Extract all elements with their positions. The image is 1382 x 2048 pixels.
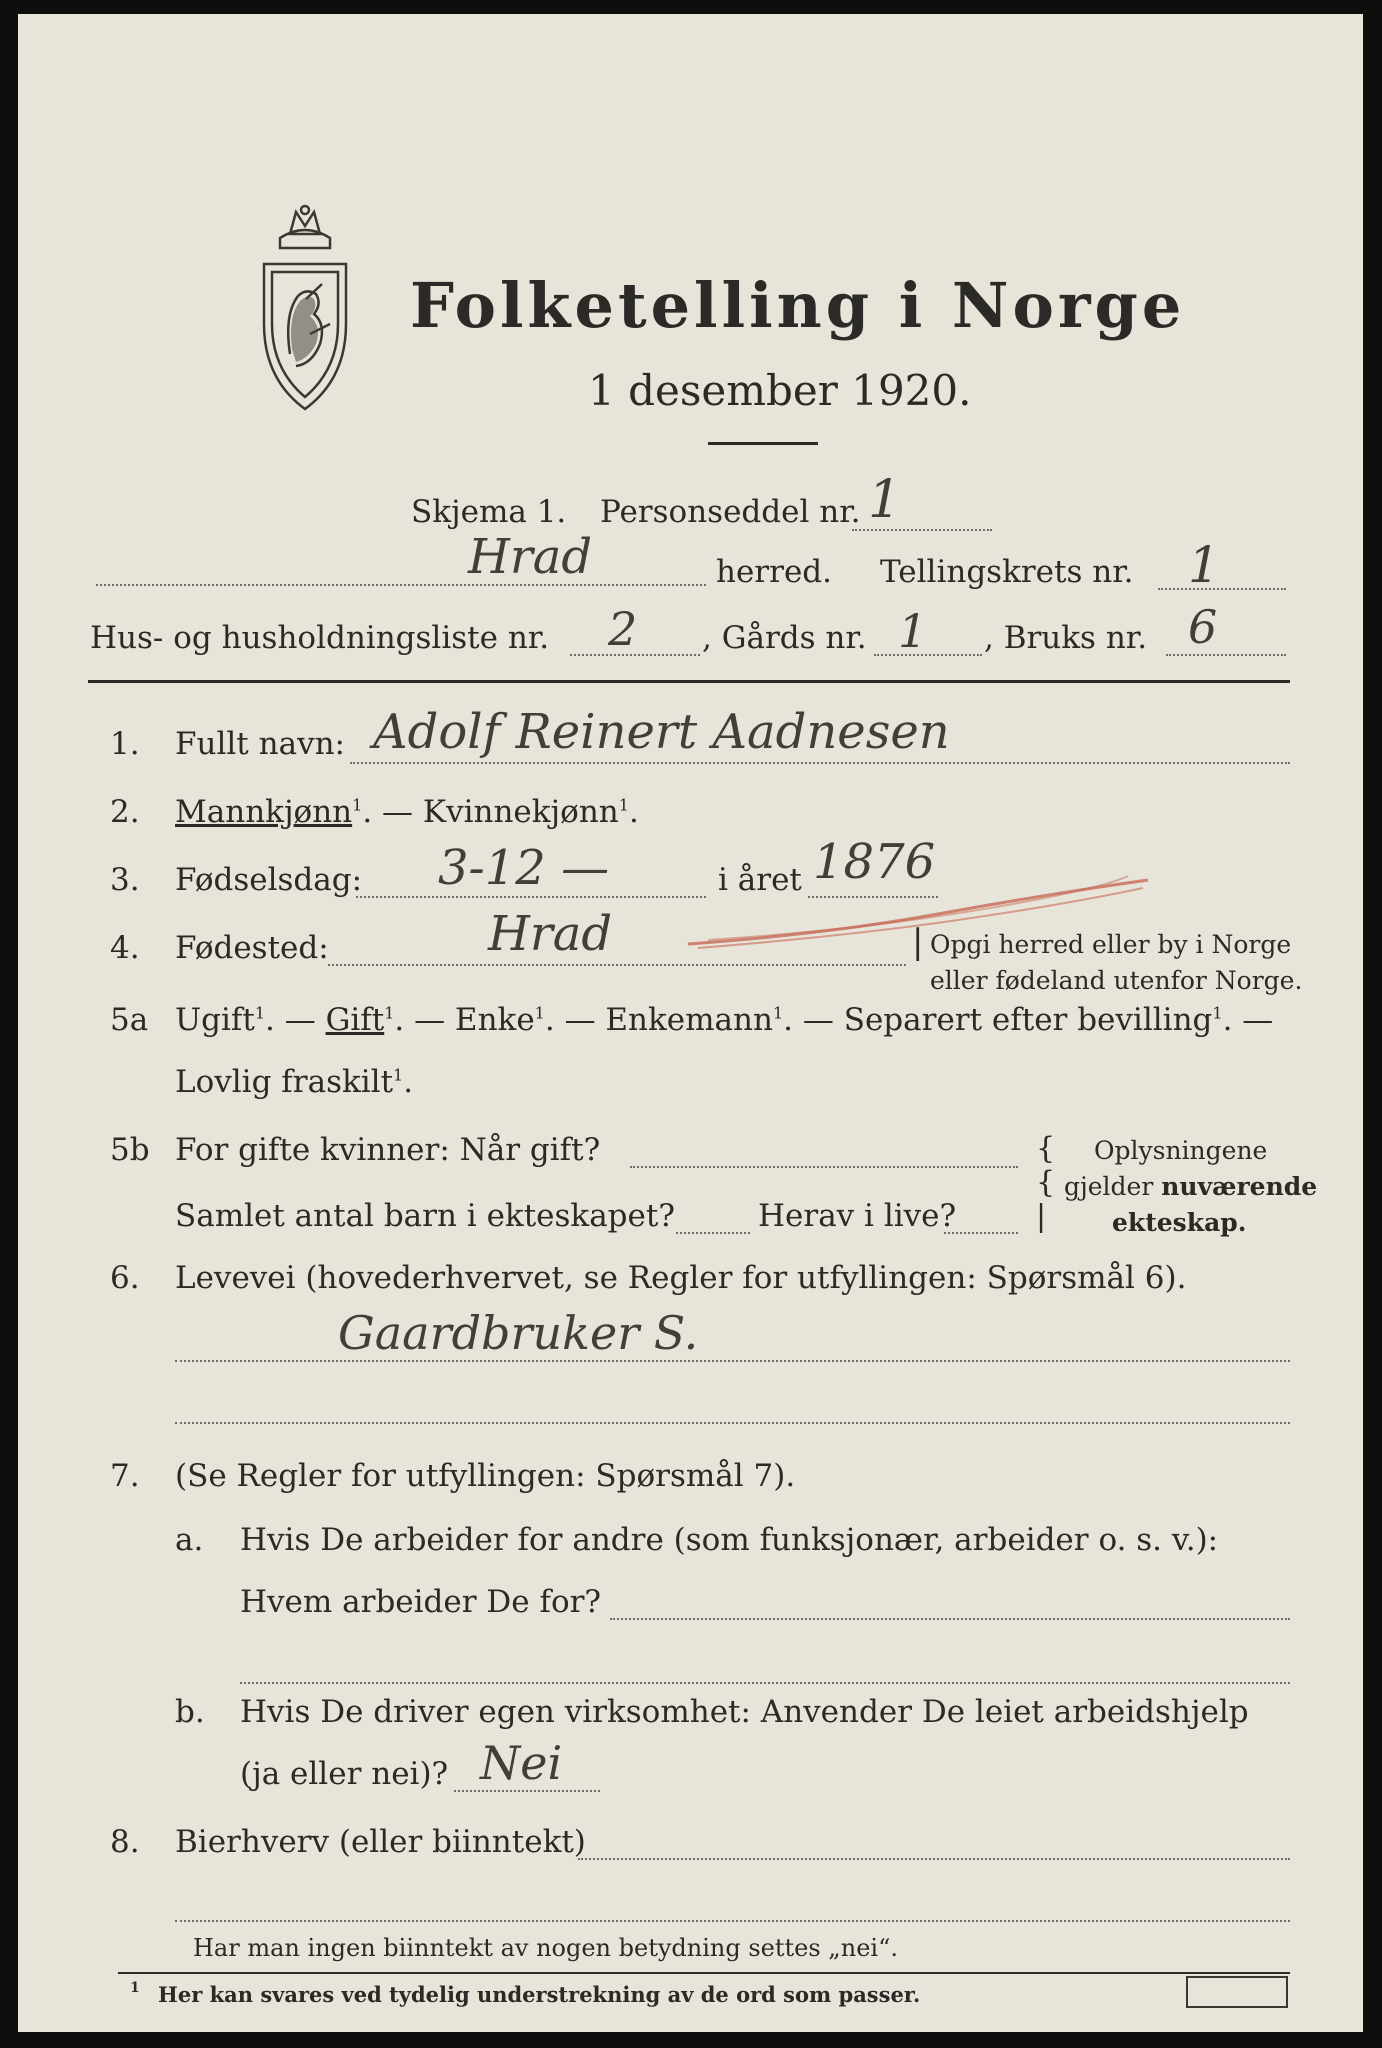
footnote-text: Her kan svares ved tydelig understrekning av de ord som passer. <box>158 1982 921 2007</box>
q2-number: 2. <box>110 794 140 830</box>
q7-number: 7. <box>110 1458 140 1494</box>
q5b-note-line-1: Oplysningene <box>1094 1136 1268 1165</box>
year-label: i året <box>718 862 802 898</box>
tellingskrets-field[interactable] <box>1158 588 1286 590</box>
q7b-letter: b. <box>175 1694 205 1730</box>
q7b-question: (ja eller nei)? <box>240 1756 449 1792</box>
gards-field[interactable] <box>874 654 982 656</box>
bruks-label: , Bruks nr. <box>984 620 1148 656</box>
q5b-note-line-3: ekteskap. <box>1112 1208 1247 1237</box>
q8-number: 8. <box>110 1824 140 1860</box>
coat-of-arms-emblem <box>250 204 360 419</box>
employer-field[interactable] <box>610 1618 1290 1620</box>
form-title: Folketelling i Norge <box>410 269 1186 342</box>
married-when-field[interactable] <box>630 1166 1018 1168</box>
gards-value: 1 <box>898 604 928 658</box>
q4-note-line-2: eller fødeland utenfor Norge. <box>930 966 1303 995</box>
q5b-living-label: Herav i live? <box>758 1198 957 1234</box>
gender-male-option[interactable]: Mannkjønn <box>175 794 353 830</box>
herred-value: Hrad <box>468 529 593 585</box>
q5a-number: 5a <box>110 1002 149 1038</box>
q7b-text: Hvis De driver egen virksomhet: Anvender De leiet arbeidshjelp <box>240 1694 1249 1730</box>
marital-status-options: Ugift$^1$. — Gift$^1$. — Enke$^1$. — Enkemann$^1$. — Separert efter bevilling$^1$. — <box>175 1002 1274 1038</box>
q5b-married-when-label: For gifte kvinner: Når gift? <box>175 1132 601 1168</box>
full-name-field[interactable] <box>350 762 1290 764</box>
hus-label: Hus- og husholdningsliste nr. <box>90 620 550 656</box>
census-date: 1 desember 1920. <box>588 366 972 415</box>
q3-number: 3. <box>110 862 140 898</box>
hus-value: 2 <box>608 602 638 656</box>
employer-field-2[interactable] <box>240 1682 1290 1684</box>
q7a-question: Hvem arbeider De for? <box>240 1584 602 1620</box>
q1-number: 1. <box>110 726 140 762</box>
q6-number: 6. <box>110 1260 140 1296</box>
occupation-value: Gaardbruker S. <box>338 1306 699 1360</box>
occupation-field[interactable] <box>175 1360 1290 1362</box>
q4-label: Fødested: <box>175 930 329 966</box>
tellingskrets-value: 1 <box>1188 536 1220 594</box>
birthday-value: 3-12 — <box>438 840 610 896</box>
birthplace-field[interactable] <box>328 964 906 966</box>
children-living-field[interactable] <box>944 1232 1018 1234</box>
q5b-note-brace: { { | <box>1036 1131 1056 1234</box>
footnote-mark: 1 <box>130 1980 140 1996</box>
personseddel-label: Personseddel nr. <box>600 494 861 530</box>
children-count-field[interactable] <box>676 1232 750 1234</box>
marital-ugift-option[interactable]: Ugift <box>175 1002 255 1038</box>
bruks-value: 6 <box>1188 600 1218 654</box>
hired-help-value: Nei <box>480 1736 563 1790</box>
footer-divider <box>118 1972 1290 1974</box>
header-divider <box>88 680 1290 683</box>
title-divider <box>708 442 818 445</box>
birthday-field[interactable] <box>356 896 706 898</box>
q7a-letter: a. <box>175 1522 204 1558</box>
q4-note-line-1: Opgi herred eller by i Norge <box>930 930 1292 959</box>
marital-divorced-option[interactable]: Lovlig fraskilt$^1$. <box>175 1064 414 1100</box>
tellingskrets-label: Tellingskrets nr. <box>880 554 1134 590</box>
q4-number: 4. <box>110 930 140 966</box>
hired-help-field[interactable] <box>454 1790 600 1792</box>
full-name-value: Adolf Reinert Aadnesen <box>373 704 950 760</box>
marital-gift-option[interactable]: Gift <box>325 1002 385 1038</box>
census-form <box>18 14 1363 2032</box>
skjema-label: Skjema 1. <box>411 494 567 530</box>
q7a-text: Hvis De arbeider for andre (som funksjonær, arbeider o. s. v.): <box>240 1522 1219 1558</box>
q5b-note-line-2: gjelder nuværende <box>1064 1172 1318 1201</box>
printer-stamp <box>1186 1976 1288 2008</box>
birthplace-value: Hrad <box>488 906 613 962</box>
q8-label: Bierhverv (eller biinntekt) <box>175 1824 586 1860</box>
q7-label: (Se Regler for utfyllingen: Spørsmål 7). <box>175 1458 796 1494</box>
gards-label: , Gårds nr. <box>702 620 867 656</box>
q6-label: Levevei (hovederhvervet, se Regler for utfyllingen: Spørsmål 6). <box>175 1260 1187 1296</box>
herred-field[interactable] <box>96 584 706 586</box>
gender-options: Mannkjønn$^1$. — Kvinnekjønn$^1$. <box>175 794 639 830</box>
herred-label: herred. <box>716 554 832 590</box>
side-income-field-2[interactable] <box>175 1920 1290 1922</box>
q5b-number: 5b <box>110 1132 150 1168</box>
birth-year-value: 1876 <box>813 834 936 890</box>
q1-label: Fullt navn: <box>175 726 345 762</box>
q4-note-brace: | <box>912 922 924 962</box>
occupation-field-2[interactable] <box>175 1422 1290 1424</box>
personseddel-value: 1 <box>868 470 902 530</box>
q5b-children-label: Samlet antal barn i ekteskapet? <box>175 1198 675 1234</box>
side-income-field[interactable] <box>578 1858 1290 1860</box>
q8-note: Har man ingen biinntekt av nogen betydning settes „nei“. <box>193 1934 898 1962</box>
bruks-field[interactable] <box>1166 654 1286 656</box>
q3-label: Fødselsdag: <box>175 862 363 898</box>
